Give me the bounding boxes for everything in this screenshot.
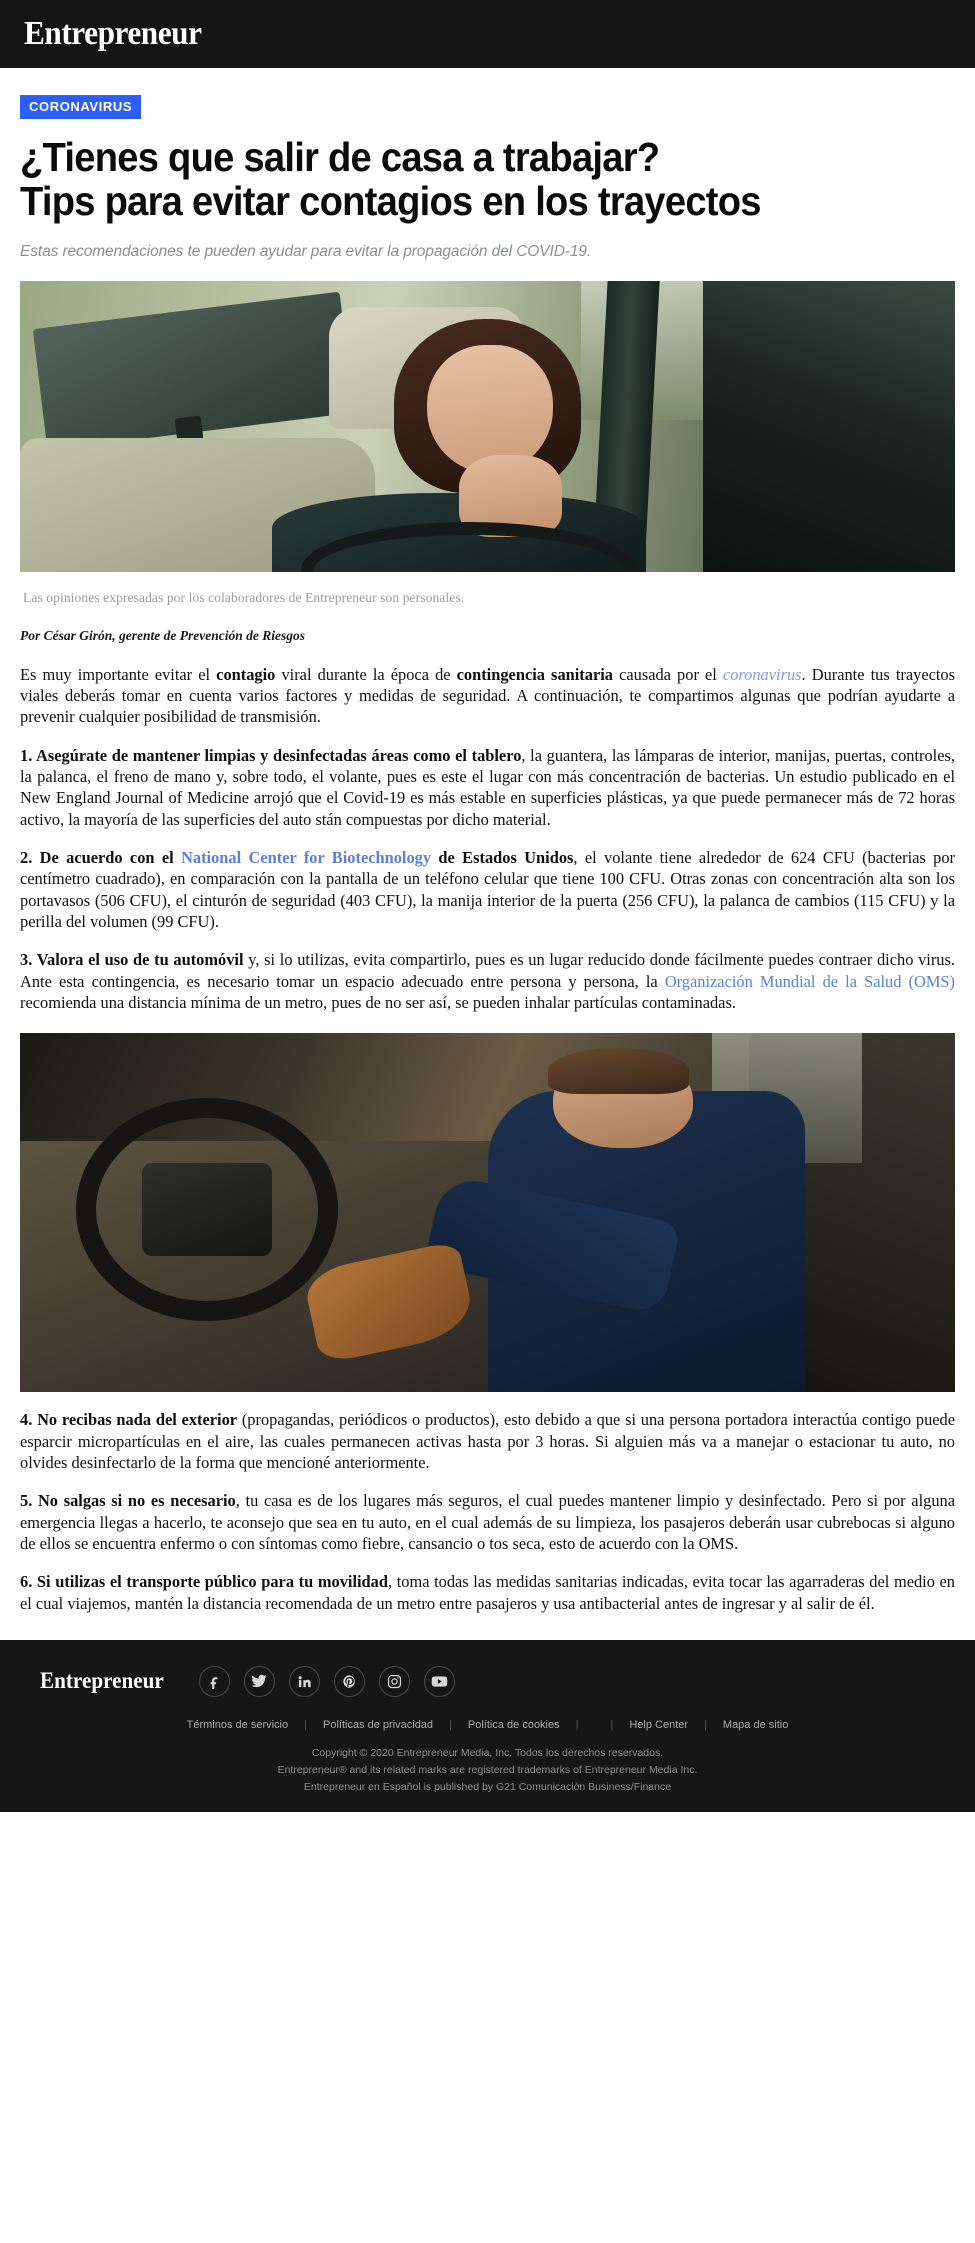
paragraph-tip-6 bbox=[20, 1571, 955, 1614]
tip-5-bold-lead: 5. No salgas si no es necesario bbox=[20, 1491, 236, 1511]
copyright-line-2: Entrepreneur® and its related marks are registered trademarks of Entrepreneur Media Inc. bbox=[277, 1763, 698, 1776]
tip-3-text-mid: y, si lo utilizas, evita compartirlo, pues es un lugar reducido donde fácilmente puedes contraer dicho virus. Ante esta contingencia, es necesario tomar un espacio adecuado entre persona y persona, la bbox=[20, 950, 955, 991]
paragraph-tip-1 bbox=[20, 745, 955, 830]
footer-separator: | bbox=[304, 1718, 307, 1731]
footer-link-politicas-de-privacidad[interactable]: Políticas de privacidad bbox=[322, 1718, 434, 1731]
hero-image-woman-coughing-in-car bbox=[20, 281, 955, 572]
pinterest-icon[interactable] bbox=[334, 1666, 365, 1697]
tip-1-bold-lead: 1. Asegúrate de mantener limpias y desinfectadas áreas como el tablero bbox=[20, 745, 522, 765]
link-national-center-for-biotechnology[interactable]: National Center for Biotechnology bbox=[181, 848, 432, 868]
paragraph-intro bbox=[20, 664, 955, 728]
second-steering-hub bbox=[142, 1163, 273, 1256]
footer-logo[interactable]: Entrepreneur bbox=[40, 1668, 164, 1694]
link-coronavirus[interactable]: coronavirus bbox=[722, 664, 802, 684]
hero-person-face bbox=[427, 345, 553, 473]
tip-6-text: , toma todas las medidas sanitarias indicadas, evita tocar las agarraderas del medio en el cual viajemos, mantén la distancia recomendada de un metro entre pasajeros y usa antibacterial antes de ingresar y al salir de él. bbox=[20, 1572, 956, 1613]
twitter-icon[interactable] bbox=[244, 1666, 275, 1697]
paragraph-tip-4 bbox=[20, 1409, 955, 1473]
footer-separator: | bbox=[449, 1718, 452, 1731]
copyright-line-3: Entrepreneur en Español is published by G21 Comunicación Business/Finance bbox=[303, 1780, 672, 1793]
headline-line-2: Tips para evitar contagios en los trayectos bbox=[20, 177, 761, 224]
tip-1-text: , la guantera, las lámparas de interior, manijas, puertas, controles, la palanca, el freno de mano y, sobre todo, el volante, pues es este el lugar con más concentración de bacterias. Un estudio publicado en el New England Journal of Medicine arrojó que el Covid-19 es más estable en superficies plásticas, ya que puede permanecer más de 72 horas activo, la mayoría de las superficies del auto stán compuestas por dicho material. bbox=[20, 745, 955, 829]
site-logo[interactable]: Entrepreneur bbox=[24, 15, 202, 52]
article-container bbox=[0, 68, 975, 1614]
kicker-row bbox=[20, 68, 955, 119]
footer-separator: | bbox=[610, 1718, 614, 1731]
headline-line-1: ¿Tienes que salir de casa a trabajar? bbox=[20, 134, 660, 180]
article-byline: Por César Girón, gerente de Prevención de Riesgos bbox=[20, 627, 305, 643]
page-title bbox=[20, 136, 950, 224]
footer-link-mapa-de-sitio[interactable]: Mapa de sitio bbox=[722, 1718, 789, 1731]
footer-separator: | bbox=[704, 1718, 707, 1731]
tip-3-bold-lead: 3. Valora el uso de tu automóvil bbox=[20, 950, 244, 970]
paragraph-tip-2 bbox=[20, 847, 955, 932]
hero-figure bbox=[20, 281, 955, 606]
intro-text-c: viral durante la época de bbox=[275, 664, 457, 684]
tip-4-text: (propagandas, periódicos o productos), esto debido a que si una persona portadora interactúa contigo puede esparcir micropartículas en el aire, las cuales permanecen activas hasta por 3 horas. Si alguien más va a manejar o estacionar tu auto, no olvides desinfectarlo de la forma que mencioné anteriormente. bbox=[20, 1410, 956, 1472]
footer-separator: | bbox=[575, 1718, 579, 1731]
footer-brand-row bbox=[0, 1660, 975, 1697]
instagram-icon[interactable] bbox=[379, 1666, 410, 1697]
paragraph-tip-3 bbox=[20, 949, 955, 1013]
intro-bold-contagio: contagio bbox=[216, 664, 276, 684]
intro-text-a: Es muy importante evitar el bbox=[20, 664, 217, 684]
tip-4-bold-lead: 4. No recibas nada del exterior bbox=[20, 1410, 238, 1430]
second-man-hair bbox=[548, 1048, 688, 1095]
intro-text-e: causada por el bbox=[612, 664, 723, 684]
site-footer bbox=[0, 1640, 975, 1812]
tip-6-bold-lead: 6. Si utilizas el transporte público para tu movilidad bbox=[20, 1572, 388, 1592]
image-man-cleaning-car-interior bbox=[20, 1033, 955, 1392]
tip-2-text: , el volante tiene alrededor de 624 CFU (bacterias por centímetro cuadrado), en comparación con la pantalla de un teléfono celular que tiene 100 CFU. Otras zonas con concentración alta son los portavasos (506 CFU), el cinturón de seguridad (403 CFU), la manija interior de la puerta (256 CFU), la palanca de cambios (115 CFU) y la perilla del volumen (99 CFU). bbox=[20, 848, 955, 931]
intro-text-f: . Durante tus trayectos viales deberás tomar en cuenta varios factores y medidas de seguridad. A continuación, te compartimos algunas que podrían ayudarte a prevenir cualquier posibilidad de transmisión. bbox=[20, 664, 955, 727]
article-body bbox=[20, 644, 955, 1614]
facebook-icon[interactable] bbox=[199, 1666, 230, 1697]
paragraph-tip-5 bbox=[20, 1490, 955, 1554]
footer-link-politica-de-cookies[interactable]: Política de cookies bbox=[467, 1718, 560, 1731]
image-caption: Las opiniones expresadas por los colaboradores de Entrepreneur son personales. bbox=[23, 589, 465, 605]
footer-links bbox=[0, 1719, 975, 1731]
youtube-icon[interactable] bbox=[424, 1666, 455, 1697]
category-badge-coronavirus[interactable]: CORONAVIRUS bbox=[20, 95, 141, 119]
tip-3-text-tail: recomienda una distancia mínima de un metro, pues de no ser así, se pueden inhalar partículas contaminadas. bbox=[20, 992, 736, 1012]
footer-link-help-center[interactable]: Help Center bbox=[629, 1718, 689, 1731]
tip-5-text: , tu casa es de los lugares más seguros, el cual puedes mantener limpio y desinfectado. Pero si por alguna emergencia llegas a hacerlo, te aconsejo que sea en tu auto, en el cual además de su limpieza, los pasajeros deberán usar cubrebocas si alguno de ellos se encuentra enfermo o con síntomas como fiebre, cansancio o tos seca, esto de acuerdo con la OMS. bbox=[20, 1491, 955, 1553]
secondary-figure bbox=[20, 1033, 955, 1392]
intro-bold-contingencia: contingencia sanitaria bbox=[456, 664, 613, 684]
footer-link-terminos-de-servicio[interactable]: Términos de servicio bbox=[186, 1718, 289, 1731]
article-deck: Estas recomendaciones te pueden ayudar para evitar la propagación del COVID-19. bbox=[20, 242, 592, 260]
tip-2-bold-lead: 2. De acuerdo con el bbox=[20, 848, 182, 868]
hero-car-door bbox=[703, 281, 955, 572]
tip-2-bold-tail: de Estados Unidos bbox=[431, 848, 574, 868]
linkedin-icon[interactable] bbox=[289, 1666, 320, 1697]
link-organizacion-mundial-de-la-salud[interactable]: Organización Mundial de la Salud (OMS) bbox=[664, 971, 955, 991]
copyright-line-1: Copyright © 2020 Entrepreneur Media, Inc. Todos los derechos reservados. bbox=[311, 1746, 664, 1759]
copyright-block bbox=[0, 1745, 975, 1796]
site-header bbox=[0, 0, 975, 68]
